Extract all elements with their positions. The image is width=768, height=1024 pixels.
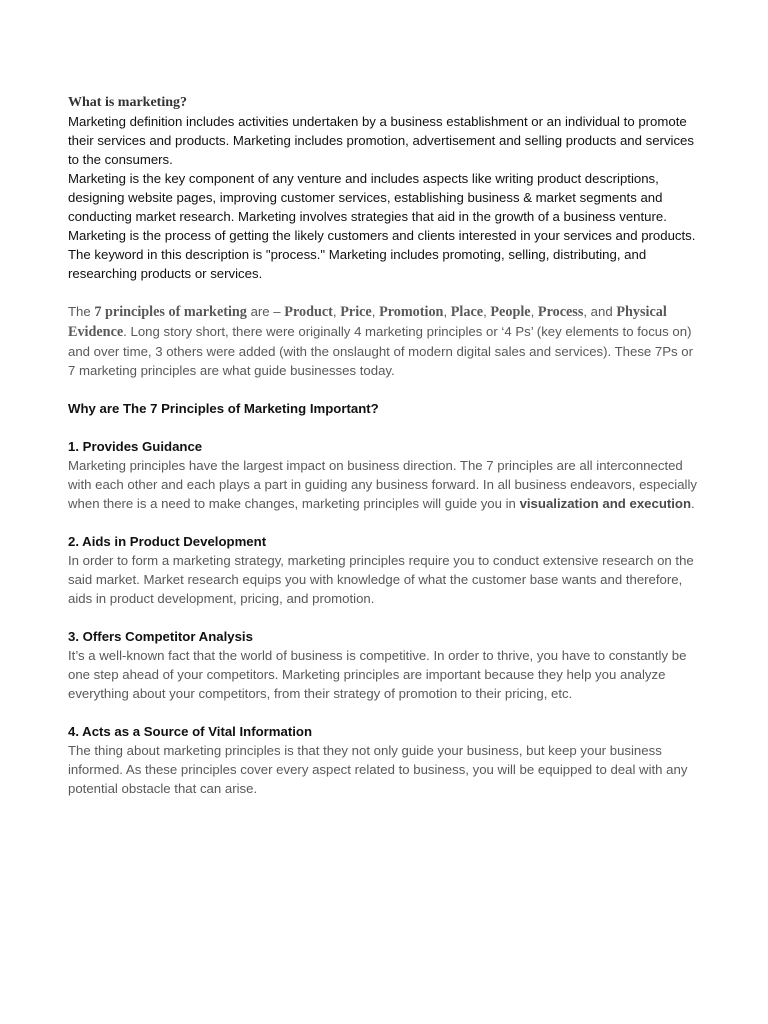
principles-text: , — [483, 304, 491, 319]
section-title-vital-information: 4. Acts as a Source of Vital Information — [68, 724, 313, 739]
section-bold-text: visualization and execution — [519, 496, 692, 511]
principle-people: People — [490, 304, 531, 320]
document-page — [68, 93, 704, 798]
principles-text: , — [371, 304, 380, 319]
principles-text: , — [443, 304, 451, 319]
principles-text: , and — [583, 304, 617, 319]
section-body-vital-information: The thing about marketing principles is that they not only guide your business, but keep your business informed. As these principles cover every aspect related to business, you will be equipped to deal with any potential obstacle that can arise. — [68, 743, 688, 796]
section-title-guidance: 1. Provides Guidance — [68, 439, 203, 454]
intro-paragraph-2: Marketing is the key component of any venture and includes aspects like writing product descriptions, designing website pages, improving customer services, establishing business & market segments and conducting market research. Marketing involves strategies that aid in the growth of a business venture. — [68, 171, 667, 224]
section-body-competitor-analysis: It’s a well-known fact that the world of business is competitive. In order to thrive, you have to constantly be one step ahead of your competitors. Marketing principles are important because they help you analyze everything about your competitors, from their strategy of promotion to their pricing, etc. — [68, 648, 687, 701]
spacer — [68, 418, 704, 437]
principles-text: , — [332, 304, 341, 319]
principles-text: are – — [246, 304, 285, 319]
spacer — [68, 283, 704, 302]
spacer — [68, 380, 704, 399]
principle-place: Place — [450, 304, 484, 320]
principle-price: Price — [340, 304, 372, 320]
spacer — [68, 608, 704, 627]
section-title-competitor-analysis: 3. Offers Competitor Analysis — [68, 629, 253, 644]
principle-process: Process — [537, 304, 584, 320]
section-text-end: . — [691, 496, 695, 511]
principle-product: Product — [284, 304, 333, 320]
principles-text: The — [68, 304, 95, 319]
section-body-guidance — [68, 456, 704, 513]
principles-text: . Long story short, there were originally 4 marketing principles or ‘4 Ps’ (key elements to focus on) and over time, 3 others were added (with the onslaught of modern digital sales and services). These 7Ps or 7 marketing principles are what guide businesses today. — [68, 324, 694, 378]
heading-what-is-marketing: What is marketing? — [68, 95, 187, 110]
section-body-product-development: In order to form a marketing strategy, marketing principles require you to conduct extensive research on the said market. Market research equips you with knowledge of what the customer base wants and therefore, aids in product development, pricing, and promotion. — [68, 553, 694, 606]
principles-bold: 7 principles of marketing — [94, 304, 247, 320]
why-heading: Why are The 7 Principles of Marketing Important? — [68, 401, 379, 416]
principles-text: , — [530, 304, 538, 319]
principle-physical-evidence: Physical Evidence — [68, 304, 667, 340]
section-title-product-development: 2. Aids in Product Development — [68, 534, 267, 549]
principles-paragraph — [68, 302, 704, 380]
section-text: Marketing principles have the largest impact on business direction. The 7 principles are all interconnected with each other and each plays a part in guiding any business forward. In all business endeavors, especially when there is a need to make changes, marketing principles will guide you in — [68, 458, 697, 511]
spacer — [68, 703, 704, 722]
intro-paragraph-3: Marketing is the process of getting the likely customers and clients interested in your services and products. The keyword in this description is "process." Marketing includes promoting, selling, distributing, and researching products or services. — [68, 228, 696, 281]
intro-paragraph-1: Marketing definition includes activities undertaken by a business establishment or an individual to promote their services and products. Marketing includes promotion, advertisement and selling products and services to the consumers. — [68, 114, 694, 167]
principle-promotion: Promotion — [379, 304, 444, 320]
spacer — [68, 513, 704, 532]
